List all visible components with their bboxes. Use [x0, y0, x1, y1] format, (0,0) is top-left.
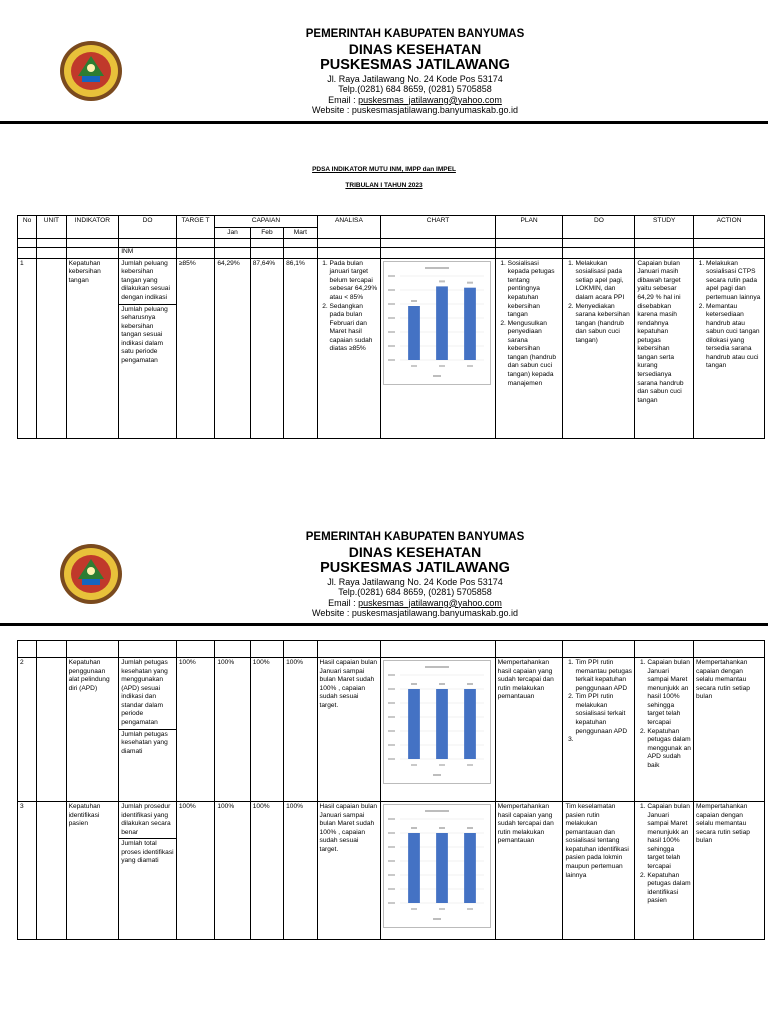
do-denominator: Jumlah total proses identifikasi yang diamati [121, 840, 174, 865]
row-analisa [317, 258, 381, 438]
row-jan: 100% [215, 658, 250, 802]
do-denominator: Jumlah petugas kesehatan yang diamati [121, 730, 168, 755]
do2-item: 2. Tim PPI rutin melakukan sosialisasi terkait kepatuhan penggunaan APD [575, 693, 632, 736]
legend-mark [433, 918, 441, 920]
row-study: Capaian bulan Januari masih dibawah target yaitu sebesar 64,29 % hal ini disebabkan karena masih rendahnya kepatuhan petugas kebersihan tangan serta kurang tersedianya sarana handrub dan sabun cuci tangan [635, 258, 694, 438]
x-tick-label [439, 365, 445, 367]
row-indikator: Kepatuhan kebersihan tangan [66, 258, 119, 438]
y-tick-label [388, 730, 395, 732]
chart-bar [436, 689, 448, 759]
y-tick-label [388, 359, 395, 361]
y-tick-label [388, 902, 395, 904]
bar-chart-3 [383, 804, 491, 928]
x-tick-label [411, 908, 417, 910]
phone: Telp.(0281) 684 8659, (0281) 5705858 [338, 84, 492, 95]
row-no: 2 [18, 658, 37, 802]
col-plan: PLAN [495, 216, 563, 239]
row-plan: Mempertahankan hasil capaian yang sudah tercapai dan rutin melakukan pemantauan [495, 658, 563, 802]
row-jan: 100% [215, 802, 250, 940]
data-label [439, 827, 445, 829]
x-tick-label [439, 764, 445, 766]
row-do2: Tim keselamatan pasien rutin melakukan pemantauan dan sosialisasi tentang kepatuhan identifikasi pasien pada lokmin maupun pertemuan lainnya [563, 802, 635, 940]
row-mart: 86,1% [284, 258, 317, 438]
row-indikator: Kepatuhan penggunaan alat pelindung diri (APD) [66, 658, 119, 802]
col-indikator: INDIKATOR [66, 216, 119, 239]
y-tick-label [388, 317, 395, 319]
chart-bar [436, 286, 448, 360]
address: Jl. Raya Jatilawang No. 24 Kode Pos 53174 [327, 576, 503, 587]
chart-bar [408, 689, 420, 759]
data-label [439, 280, 445, 282]
y-tick-label [388, 832, 395, 834]
chart-title-mark [425, 810, 449, 812]
row-unit [37, 258, 66, 438]
row-feb: 100% [250, 802, 283, 940]
do2-item: 1. Melakukan sosialisasi pada setiap apel pagi, LOKMIN, dan dalam acara PPI [575, 260, 632, 303]
data-label [411, 827, 417, 829]
x-tick-label [411, 365, 417, 367]
email-prefix: Email : [328, 94, 359, 105]
website: Website : puskesmasjatilawang.banyumaskab.go.id [312, 105, 518, 116]
clinic-name: PUSKESMAS JATILAWANG [320, 57, 510, 74]
section-label: INM [119, 248, 177, 259]
row-do [119, 802, 177, 940]
row-action: Mempertahankan capaian dengan selalu memantau secara rutin setiap bulan [694, 802, 765, 940]
y-tick-label [388, 303, 395, 305]
legend-mark [433, 774, 441, 776]
do2-item: 1. Tim PPI rutin memantau petugas terkait kepatuhan penggunaan APD [575, 659, 632, 693]
analisa-item: 2. Sedangkan pada bulan Februari dan Maret hasil capaian sudah diatas ≥85% [330, 303, 379, 354]
dept-name: DINAS KESEHATAN [348, 544, 482, 561]
clinic-name: PUSKESMAS JATILAWANG [320, 560, 510, 577]
chart-bar [408, 833, 420, 903]
page-1 [0, 0, 768, 445]
row-study [635, 658, 694, 802]
y-tick-label [388, 688, 395, 690]
col-analisa: ANALISA [317, 216, 381, 239]
email-line [230, 95, 600, 105]
x-tick-label [439, 908, 445, 910]
chart-bar [464, 287, 476, 359]
row-chart [381, 802, 495, 940]
email-prefix: Email : [328, 597, 359, 608]
do2-item: 2. Menyediakan sarana kebersihan tangan (handrub dan sabun cuci tangan) [575, 303, 632, 346]
dept-name: DINAS KESEHATAN [348, 41, 482, 58]
y-tick-label [388, 716, 395, 718]
row-target: ≥85% [176, 258, 214, 438]
y-tick-label [388, 275, 395, 277]
pdsa-table-1 [17, 215, 765, 439]
row-chart [381, 258, 495, 438]
y-tick-label [388, 289, 395, 291]
bar-chart-2 [383, 660, 491, 784]
row-no: 1 [18, 258, 37, 438]
col-study: STUDY [635, 216, 694, 239]
row-study [635, 802, 694, 940]
x-tick-label [467, 764, 473, 766]
row-target: 100% [176, 658, 214, 802]
row-analisa: Hasil capaian bulan Januari sampai bulan Maret sudah 100% , capaian sudah sesuai target. [317, 658, 381, 802]
letterhead [230, 28, 600, 115]
row-indikator: Kepatuhan identifikasi pasien [66, 802, 119, 940]
letterhead [230, 531, 600, 618]
col-chart: CHART [381, 216, 495, 239]
col-unit: UNIT [37, 216, 66, 239]
row-feb: 100% [250, 658, 283, 802]
do-numerator: Jumlah petugas kesehatan yang menggunakan (APD) sesuai indikasi dan standar dalam periode pengamatan [121, 659, 168, 726]
y-tick-label [388, 744, 395, 746]
table-row [18, 258, 765, 438]
plan-item: 2. Mengusulkan penyediaan sarana kebersihan tangan (handrub dan sabun cuci tangan) kepada manajemen [508, 320, 561, 389]
do-denominator: Jumlah peluang seharusnya kebersihan tangan sesuai indikasi dalam satu periode pengamatan [121, 305, 168, 364]
gov-name: PEMERINTAH KABUPATEN BANYUMAS [305, 531, 525, 543]
gov-name: PEMERINTAH KABUPATEN BANYUMAS [305, 28, 525, 40]
pdsa-table-2 [17, 640, 765, 940]
address: Jl. Raya Jatilawang No. 24 Kode Pos 53174 [327, 73, 503, 84]
study-item: 1. Capaian bulan Januari sampai Maret menunjukk an hasil 100% sehingga target telah tercapai [647, 659, 691, 728]
data-label [411, 300, 417, 302]
chart-bar [464, 833, 476, 903]
data-label [467, 683, 473, 685]
col-capaian: CAPAIAN [215, 216, 317, 228]
col-target: TARGE T [176, 216, 214, 239]
row-plan [495, 258, 563, 438]
y-tick-label [388, 758, 395, 760]
email-link[interactable]: puskesmas_jatilawang@yahoo.com [358, 597, 502, 608]
chart-title-mark [425, 267, 449, 269]
x-tick-label [467, 365, 473, 367]
col-do: DO [119, 216, 177, 239]
do-numerator: Jumlah prosedur identifikasi yang dilakukan secara benar [121, 803, 171, 836]
study-item: 2. Kepatuhan petugas dalam identifikasi pasien [647, 872, 691, 906]
y-tick-label [388, 674, 395, 676]
chart-title-mark [425, 666, 449, 668]
col-jan: Jan [215, 227, 250, 239]
table-row [18, 802, 765, 940]
row-unit [37, 802, 66, 940]
x-tick-label [411, 764, 417, 766]
row-do2 [563, 258, 635, 438]
row-do2 [563, 658, 635, 802]
y-tick-label [388, 860, 395, 862]
row-do [119, 258, 177, 438]
row-do [119, 658, 177, 802]
plan-item: 1. Sosialisasi kepada petugas tentang pentingnya kepatuhan kebersihan tangan [508, 260, 561, 320]
col-no: No [18, 216, 37, 239]
header-rule [0, 623, 768, 626]
header-rule [0, 121, 768, 124]
y-tick-label [388, 874, 395, 876]
row-chart [381, 658, 495, 802]
row-feb: 87,64% [250, 258, 283, 438]
row-action [694, 258, 765, 438]
y-tick-label [388, 345, 395, 347]
study-item: 2. Kepatuhan petugas dalam menggunak an APD sudah baik [647, 728, 691, 771]
website: Website : puskesmasjatilawang.banyumaskab.go.id [312, 608, 518, 619]
row-mart: 100% [284, 658, 317, 802]
row-jan: 64,29% [215, 258, 250, 438]
y-tick-label [388, 702, 395, 704]
legend-mark [433, 375, 441, 377]
row-target: 100% [176, 802, 214, 940]
row-mart: 100% [284, 802, 317, 940]
y-tick-label [388, 888, 395, 890]
do-numerator: Jumlah peluang kebersihan tangan yang dilakukan sesuai dengan indikasi [121, 259, 170, 301]
page-2 [0, 505, 768, 1024]
x-tick-label [467, 908, 473, 910]
do2-item [575, 736, 632, 745]
chart-bar [408, 306, 420, 360]
banyumas-emblem-logo [58, 541, 124, 607]
y-tick-label [388, 846, 395, 848]
bar-chart-1 [383, 261, 491, 385]
action-item: 2. Memantau ketersediaan handrub atau sabun cuci tangan dilokasi yang tersedia sarana handrub atau cuci tangan [706, 303, 762, 372]
phone: Telp.(0281) 684 8659, (0281) 5705858 [338, 587, 492, 598]
chart-bar [436, 833, 448, 903]
row-no: 3 [18, 802, 37, 940]
y-tick-label [388, 331, 395, 333]
data-label [439, 683, 445, 685]
data-label [411, 683, 417, 685]
table-row [18, 658, 765, 802]
col-feb: Feb [250, 227, 283, 239]
row-analisa: Hasil capaian bulan Januari sampai bulan Maret sudah 100% , capaian sudah sesuai target. [317, 802, 381, 940]
y-tick-label [388, 818, 395, 820]
action-item: 1. Melakukan sosialisasi CTPS secara rutin pada apel pagi dan pertemuan lainnya [706, 260, 762, 303]
data-label [467, 827, 473, 829]
email-line [230, 598, 600, 608]
col-do2: DO [563, 216, 635, 239]
banyumas-emblem-logo [58, 38, 124, 104]
doc-title: PDSA INDIKATOR MUTU INM, IMPP dan IMPEL [312, 166, 456, 173]
row-action: Mempertahankan capaian dengan selalu memantau secara rutin setiap bulan [694, 658, 765, 802]
col-action: ACTION [694, 216, 765, 239]
col-mart: Mart [284, 227, 317, 239]
study-item: 1. Capaian bulan Januari sampai Maret menunjukk an hasil 100% sehingga target telah tercapai [647, 803, 691, 872]
email-link[interactable]: puskesmas_jatilawang@yahoo.com [358, 94, 502, 105]
chart-bar [464, 689, 476, 759]
data-label [467, 281, 473, 283]
row-unit [37, 658, 66, 802]
row-plan: Mempertahankan hasil capaian yang sudah tercapai dan rutin melakukan pemantauan [495, 802, 563, 940]
doc-subtitle: TRIBULAN I TAHUN 2023 [345, 182, 423, 189]
analisa-item: 1. Pada bulan januari target belum tercapai sebesar 64,29% atau < 85% [330, 260, 379, 303]
